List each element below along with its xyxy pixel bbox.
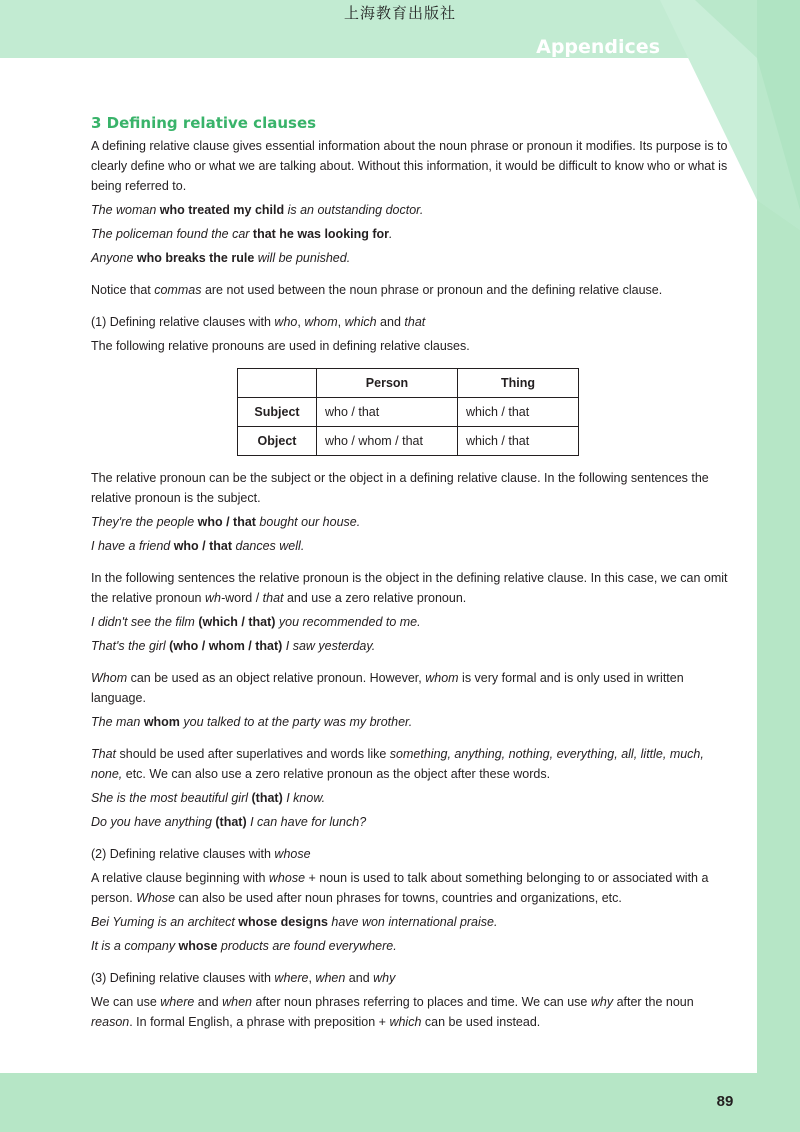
table-header-row (238, 369, 579, 398)
main-content (91, 112, 731, 1032)
table-cell: who / whom / that (317, 427, 458, 456)
relative-pronoun-table (237, 368, 579, 456)
subsection-3-title: (3) Defining relative clauses with where, when and why (91, 971, 396, 985)
table-cell: who / that (317, 398, 458, 427)
footer-band (0, 1073, 800, 1132)
that-paragraph: That should be used after superlatives and words like something, anything, nothing, everything, all, little, much, none, etc. We can also use a zero relative pronoun as the object after these words. (91, 747, 704, 781)
table-header-cell: Person (317, 369, 458, 398)
example-sentence: I have a friend who / that dances well. (91, 539, 305, 553)
example-sentence: It is a company whose products are found everywhere. (91, 939, 397, 953)
subject-paragraph: The relative pronoun can be the subject or the object in a defining relative clause. In the following sentences the relative pronoun is the subject. (91, 471, 709, 505)
publisher-name: 上海教育出版社 (343, 4, 456, 22)
table-header-cell: Thing (458, 369, 579, 398)
table-cell: which / that (458, 427, 579, 456)
table-header-cell (238, 369, 317, 398)
section-title: 3 Defining relative clauses (91, 114, 317, 132)
example-sentence: She is the most beautiful girl (that) I know. (91, 791, 326, 805)
object-paragraph: In the following sentences the relative pronoun is the object in the defining relative clause. In this case, we can omit the relative pronoun wh-word / that and use a zero relative pronoun. (91, 571, 728, 605)
example-sentence: Anyone who breaks the rule will be punished. (91, 251, 351, 265)
table-intro: The following relative pronouns are used in defining relative clauses. (91, 339, 470, 353)
whom-paragraph: Whom can be used as an object relative pronoun. However, whom is very formal and is only used in written language. (91, 671, 684, 705)
example-sentence: I didn't see the film (which / that) you recommended to me. (91, 615, 421, 629)
subsection-1-title: (1) Defining relative clauses with who, whom, which and that (91, 315, 426, 329)
table-row (238, 398, 579, 427)
intro-paragraph: A defining relative clause gives essential information about the noun phrase or pronoun it modifies. Its purpose is to clearly define who or what we are talking about. Without this information, it would be difficult to know who or what is being referred to. (91, 139, 728, 193)
example-sentence: Do you have anything (that) I can have for lunch? (91, 815, 367, 829)
page-number: 89 (716, 1093, 734, 1110)
example-sentence: The woman who treated my child is an outstanding doctor. (91, 203, 424, 217)
example-sentence: The policeman found the car that he was looking for. (91, 227, 393, 241)
table-row-label: Object (238, 427, 317, 456)
whose-paragraph: A relative clause beginning with whose + noun is used to talk about something belonging to or associated with a person. Whose can also be used after noun phrases for towns, countries and organizations, etc. (91, 871, 709, 905)
table-row (238, 427, 579, 456)
notice-paragraph: Notice that commas are not used between the noun phrase or pronoun and the defining relative clause. (91, 283, 663, 297)
example-sentence: They're the people who / that bought our house. (91, 515, 361, 529)
table-row-label: Subject (238, 398, 317, 427)
example-sentence: Bei Yuming is an architect whose designs have won international praise. (91, 915, 498, 929)
example-sentence: That's the girl (who / whom / that) I saw yesterday. (91, 639, 376, 653)
where-when-why-paragraph: We can use where and when after noun phrases referring to places and time. We can use why after the noun reason. In formal English, a phrase with preposition + which can be used instead. (91, 995, 694, 1029)
appendices-tab: Appendices (536, 36, 660, 58)
table-cell: which / that (458, 398, 579, 427)
example-sentence: The man whom you talked to at the party was my brother. (91, 715, 413, 729)
subsection-2-title: (2) Defining relative clauses with whose (91, 847, 311, 861)
